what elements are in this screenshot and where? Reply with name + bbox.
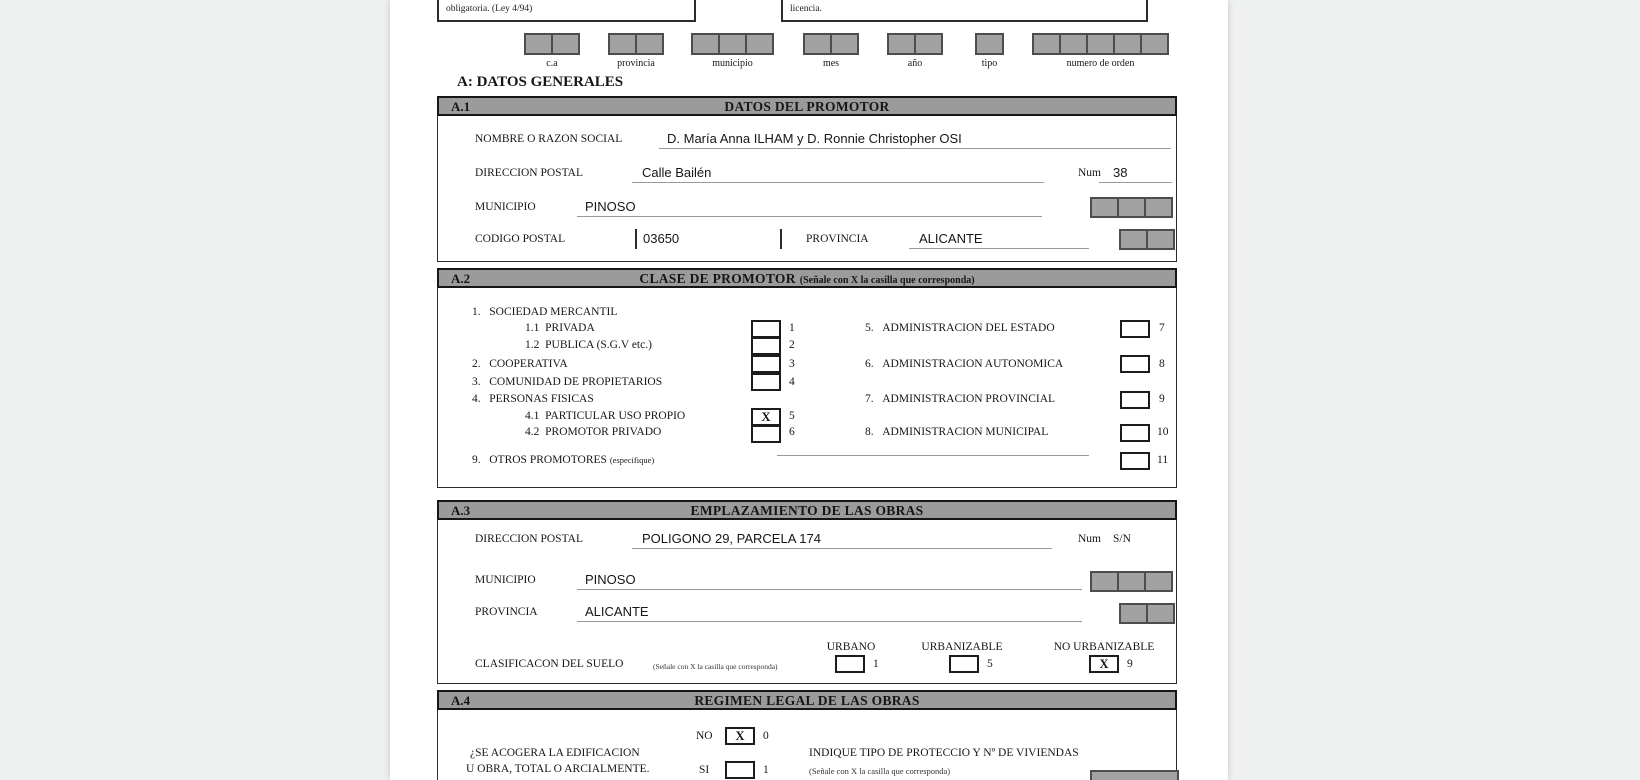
a1-codigo-box-right-edge [780, 229, 782, 249]
a4-code-no: 0 [763, 730, 769, 742]
top-note-right-text: licencia. [790, 4, 822, 14]
a3-clasificacion-label: CLASIFICACON DEL SUELO [475, 658, 624, 670]
top-note-left-text: obligatoria. (Ley 4/94) [446, 4, 533, 14]
a2-item-6: 6. ADMINISTRACION AUTONOMICA [865, 358, 1064, 370]
a1-provincia-code-boxes [1119, 229, 1175, 250]
a1-provincia-label: PROVINCIA [806, 233, 869, 245]
a2-item-1-2: 1.2 PUBLICA (S.G.V etc.) [525, 339, 652, 351]
form-column [437, 0, 1177, 780]
code-label-municipio: municipio [712, 58, 753, 69]
a4-question-line2: U OBRA, TOTAL O ARCIALMENTE. [466, 763, 650, 775]
a2-title: CLASE DE PROMOTOR [639, 271, 796, 286]
a3-option-no-urbanizable-label: NO URBANIZABLE [1053, 641, 1155, 653]
a3-num-label: Num [1078, 533, 1101, 545]
a4-checkbox-si[interactable] [725, 761, 755, 779]
a3-municipio-code-boxes [1090, 571, 1173, 592]
a1-municipio-label: MUNICIPIO [475, 201, 536, 213]
a2-checkbox-code-8[interactable] [1120, 355, 1150, 373]
a2-checkbox-code-7[interactable] [1120, 320, 1150, 338]
a2-item-4-1: 4.1 PARTICULAR USO PROPIO [525, 410, 686, 422]
a2-subtitle: (Señale con X la casilla que corresponda) [799, 275, 975, 286]
a2-code-9: 9 [1159, 393, 1165, 405]
a2-item-1-1: 1.1 PRIVADA [525, 322, 595, 334]
a4-bottom-code-box [1090, 770, 1179, 780]
a4-code-si: 1 [763, 764, 769, 776]
code-cells-tipo [975, 33, 1004, 55]
top-note-box-right [781, 0, 1148, 22]
a2-code-7: 7 [1159, 322, 1165, 334]
a1-codigo-box-left-edge [635, 229, 637, 249]
code-label-numero-orden: numero de orden [1066, 58, 1135, 69]
code-cells-provincia [608, 33, 664, 55]
a2-otros-hint: (especifique) [609, 455, 655, 465]
a3-checkbox-urbanizable[interactable] [949, 655, 979, 673]
a2-code-11: 11 [1157, 454, 1169, 466]
a4-si-label: SI [699, 764, 710, 776]
a2-checkbox-code-9[interactable] [1120, 391, 1150, 409]
a4-right-hint: (Señale con X la casilla que corresponda) [809, 766, 951, 776]
a2-code-4: 4 [789, 376, 795, 388]
code-group-ano [887, 33, 943, 69]
a4-no-label: NO [696, 730, 713, 742]
a3-checkbox-no-urbanizable[interactable]: X [1089, 655, 1119, 673]
code-group-mes [803, 33, 859, 69]
a4-title: REGIMEN LEGAL DE LAS OBRAS [694, 693, 920, 708]
a2-code-5: 5 [789, 410, 795, 422]
a3-option-urbano-label: URBANO [826, 641, 876, 653]
a2-id: A.2 [451, 271, 471, 286]
a3-direccion-field[interactable]: POLIGONO 29, PARCELA 174 [632, 531, 1052, 549]
code-cells-numero-orden [1032, 33, 1169, 55]
a1-codigo-field[interactable]: 03650 [643, 231, 680, 246]
a3-municipio-field[interactable]: PINOSO [577, 572, 1082, 590]
a3-code-urbano: 1 [873, 658, 879, 670]
a4-checkbox-no[interactable]: X [725, 727, 755, 745]
a3-id: A.3 [451, 503, 471, 518]
a2-item-3: 3. COMUNIDAD DE PROPIETARIOS [472, 376, 663, 388]
a1-id: A.1 [451, 99, 471, 114]
a4-question-line1: ¿SE ACOGERA LA EDIFICACION [470, 747, 640, 759]
a3-provincia-field[interactable]: ALICANTE [577, 604, 1082, 622]
a3-municipio-label: MUNICIPIO [475, 574, 536, 586]
code-group-numero-orden [1032, 33, 1169, 69]
scanned-form-page [390, 0, 1228, 780]
a1-codigo-label: CODIGO POSTAL [475, 233, 566, 245]
a3-provincia-code-boxes [1119, 603, 1175, 624]
a2-checkbox-code-1[interactable] [751, 320, 781, 338]
a3-num-value[interactable]: S/N [1113, 533, 1131, 545]
a2-item-8: 8. ADMINISTRACION MUNICIPAL [865, 426, 1049, 438]
a2-checkbox-code-10[interactable] [1120, 424, 1150, 442]
a1-municipio-field[interactable]: PINOSO [577, 199, 1042, 217]
a3-header-bar [437, 500, 1177, 520]
a4-right-title: INDIQUE TIPO DE PROTECCIO Y Nº DE VIVIENDAS [809, 747, 1079, 759]
a1-nombre-label: NOMBRE O RAZON SOCIAL [475, 133, 623, 145]
code-label-provincia: provincia [617, 58, 655, 69]
code-cells-municipio [691, 33, 774, 55]
code-cells-ca [524, 33, 580, 55]
a3-title: EMPLAZAMIENTO DE LAS OBRAS [690, 503, 924, 518]
code-cells-ano [887, 33, 943, 55]
a4-header-bar [437, 690, 1177, 710]
a1-header-bar [437, 96, 1177, 116]
a2-code-6: 6 [789, 426, 795, 438]
a2-item-4: 4. PERSONAS FISICAS [472, 393, 594, 405]
code-label-ca: c.a [546, 58, 558, 69]
a1-num-field[interactable]: 38 [1099, 165, 1172, 183]
a1-title: DATOS DEL PROMOTOR [724, 99, 890, 114]
a2-code-3: 3 [789, 358, 795, 370]
top-note-box-left [437, 0, 696, 22]
code-label-ano: año [907, 58, 923, 69]
a1-direccion-label: DIRECCION POSTAL [475, 167, 584, 179]
a3-direccion-label: DIRECCION POSTAL [475, 533, 584, 545]
a3-provincia-label: PROVINCIA [475, 606, 538, 618]
a1-nombre-field[interactable]: D. María Anna ILHAM y D. Ronnie Christopher OSI [659, 131, 1171, 149]
a1-direccion-field[interactable]: Calle Bailén [632, 165, 1044, 183]
code-group-ca [524, 33, 580, 69]
a2-checkbox-code-4[interactable] [751, 373, 781, 391]
a3-clasificacion-hint: (Señale con X la casilla que corresponda) [653, 662, 778, 671]
code-label-mes: mes [822, 58, 840, 69]
a2-item-2: 2. COOPERATIVA [472, 358, 568, 370]
a2-checkbox-code-5[interactable]: X [751, 408, 781, 426]
code-group-provincia [608, 33, 664, 69]
a2-checkbox-code-11[interactable] [1120, 452, 1150, 470]
a2-item-4-2: 4.2 PROMOTOR PRIVADO [525, 426, 662, 438]
a3-code-urbanizable: 5 [987, 658, 993, 670]
a2-otros-field[interactable] [777, 438, 1089, 456]
a2-item-9: 9. OTROS PROMOTORES (especifique) [472, 454, 655, 466]
a3-code-no-urbanizable: 9 [1127, 658, 1133, 670]
a1-num-label: Num [1078, 167, 1101, 179]
a2-checkbox-code-3[interactable] [751, 355, 781, 373]
code-cells-mes [803, 33, 859, 55]
a2-item-5: 5. ADMINISTRACION DEL ESTADO [865, 322, 1055, 334]
a4-id: A.4 [451, 693, 471, 708]
a2-checkbox-code-2[interactable] [751, 337, 781, 355]
a1-municipio-code-boxes [1090, 197, 1173, 218]
a2-code-1: 1 [789, 322, 795, 334]
code-group-municipio [691, 33, 774, 69]
section-heading: A: DATOS GENERALES [457, 74, 624, 90]
a2-code-8: 8 [1159, 358, 1165, 370]
a2-code-10: 10 [1157, 426, 1169, 438]
code-group-tipo [975, 33, 1004, 69]
a3-checkbox-urbano[interactable] [835, 655, 865, 673]
a2-code-2: 2 [789, 339, 795, 351]
a2-header-bar [437, 268, 1177, 288]
a2-item-1: 1. SOCIEDAD MERCANTIL [472, 306, 618, 318]
code-label-tipo: tipo [981, 58, 998, 69]
a1-provincia-field[interactable]: ALICANTE [909, 231, 1089, 249]
a2-item-7: 7. ADMINISTRACION PROVINCIAL [865, 393, 1056, 405]
a3-option-urbanizable-label: URBANIZABLE [921, 641, 1003, 653]
